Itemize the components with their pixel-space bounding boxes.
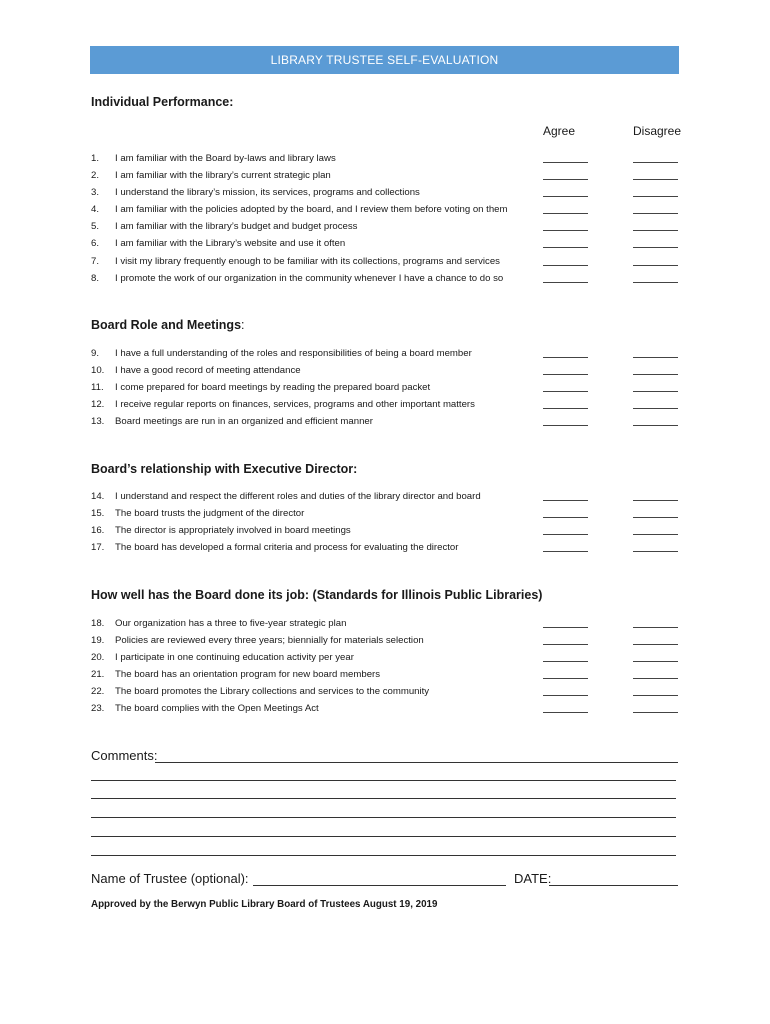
- section-heading-board-role: Board Role and Meetings:: [91, 318, 245, 332]
- agree-blank[interactable]: [543, 644, 588, 645]
- disagree-column-header: Disagree: [633, 124, 682, 138]
- evaluation-item: [91, 235, 681, 252]
- evaluation-item: [91, 379, 681, 396]
- evaluation-item: [91, 522, 681, 539]
- item-list: [91, 345, 681, 430]
- item-list: [91, 150, 681, 287]
- form-title: LIBRARY TRUSTEE SELF-EVALUATION: [270, 53, 499, 67]
- evaluation-item: [91, 345, 681, 362]
- agree-blank[interactable]: [543, 282, 588, 283]
- disagree-blank[interactable]: [633, 644, 678, 645]
- agree-blank[interactable]: [543, 213, 588, 214]
- disagree-blank[interactable]: [633, 678, 678, 679]
- disagree-blank[interactable]: [633, 500, 678, 501]
- evaluation-item: [91, 270, 681, 287]
- item-statement: I promote the work of our organization in the community whenever I have a chance to do so: [115, 272, 504, 284]
- agree-blank[interactable]: [543, 179, 588, 180]
- item-statement: Policies are reviewed every three years; biennially for materials selection: [115, 635, 424, 647]
- comments-line[interactable]: [91, 855, 676, 856]
- item-statement: The board complies with the Open Meetings Act: [115, 703, 319, 715]
- agree-blank[interactable]: [543, 408, 588, 409]
- item-list: [91, 615, 681, 718]
- disagree-blank[interactable]: [633, 374, 678, 375]
- item-statement: I understand the library’s mission, its services, programs and collections: [115, 187, 420, 199]
- approval-note: Approved by the Berwyn Public Library Board of Trustees August 19, 2019: [91, 899, 438, 910]
- item-statement: I receive regular reports on finances, services, programs and other important matters: [115, 399, 475, 411]
- comments-line[interactable]: [91, 780, 676, 781]
- evaluation-item: [91, 666, 681, 683]
- agree-blank[interactable]: [543, 265, 588, 266]
- item-statement: I am familiar with the policies adopted by the board, and I review them before voting on them: [115, 204, 508, 216]
- agree-blank[interactable]: [543, 391, 588, 392]
- comments-line[interactable]: [91, 798, 676, 799]
- disagree-blank[interactable]: [633, 179, 678, 180]
- agree-blank[interactable]: [543, 374, 588, 375]
- evaluation-item: [91, 218, 681, 235]
- evaluation-item: [91, 167, 681, 184]
- disagree-blank[interactable]: [633, 695, 678, 696]
- item-statement: The board has developed a formal criteria and process for evaluating the director: [115, 542, 459, 554]
- item-statement: I visit my library frequently enough to be familiar with its collections, programs and services: [115, 255, 500, 267]
- evaluation-item: [91, 201, 681, 218]
- agree-blank[interactable]: [543, 425, 588, 426]
- item-number: 8.: [91, 272, 100, 284]
- item-number: 3.: [91, 187, 100, 199]
- form-title-banner: [90, 46, 679, 74]
- item-number: 18.: [91, 618, 105, 629]
- item-statement: The board promotes the Library collections and services to the community: [115, 686, 430, 698]
- item-number: 6.: [91, 238, 100, 250]
- item-number: 9.: [91, 348, 100, 359]
- item-number: 21.: [91, 669, 105, 681]
- agree-blank[interactable]: [543, 500, 588, 501]
- agree-blank[interactable]: [543, 162, 588, 163]
- item-number: 23.: [91, 703, 105, 715]
- evaluation-item: [91, 615, 681, 632]
- evaluation-item: [91, 488, 681, 505]
- item-statement: I come prepared for board meetings by reading the prepared board packet: [115, 382, 431, 394]
- item-number: 19.: [91, 635, 105, 647]
- disagree-blank[interactable]: [633, 357, 678, 358]
- section-heading-standards: How well has the Board done its job: (Standards for Illinois Public Libraries): [91, 588, 543, 602]
- agree-blank[interactable]: [543, 661, 588, 662]
- evaluation-item: [91, 413, 681, 430]
- item-number: 17.: [91, 542, 105, 554]
- item-list: [91, 488, 681, 556]
- disagree-blank[interactable]: [633, 534, 678, 535]
- agree-blank[interactable]: [543, 357, 588, 358]
- agree-blank[interactable]: [543, 196, 588, 197]
- disagree-blank[interactable]: [633, 196, 678, 197]
- item-statement: I am familiar with the Library’s website and use it often: [115, 238, 346, 250]
- item-statement: I am familiar with the library’s current strategic plan: [115, 170, 331, 182]
- disagree-blank[interactable]: [633, 265, 678, 266]
- disagree-blank[interactable]: [633, 247, 678, 248]
- agree-blank[interactable]: [543, 551, 588, 552]
- comments-line[interactable]: [91, 817, 676, 818]
- evaluation-item: [91, 683, 681, 700]
- evaluation-item: [91, 539, 681, 556]
- disagree-blank[interactable]: [633, 425, 678, 426]
- item-number: 2.: [91, 170, 100, 182]
- disagree-blank[interactable]: [633, 661, 678, 662]
- item-number: 20.: [91, 652, 105, 664]
- agree-blank[interactable]: [543, 712, 588, 713]
- evaluation-item: [91, 505, 681, 522]
- item-statement: I have a full understanding of the roles and responsibilities of being a board member: [115, 348, 472, 359]
- agree-blank[interactable]: [543, 517, 588, 518]
- item-number: 5.: [91, 221, 100, 233]
- disagree-blank[interactable]: [633, 213, 678, 214]
- evaluation-item: [91, 362, 681, 379]
- item-statement: I participate in one continuing education activity per year: [115, 652, 354, 664]
- item-number: 14.: [91, 491, 105, 502]
- trustee-name-label: Name of Trustee (optional):: [91, 871, 249, 886]
- disagree-blank[interactable]: [633, 391, 678, 392]
- trustee-name-field[interactable]: [253, 885, 506, 886]
- item-number: 22.: [91, 686, 105, 698]
- evaluation-item: [91, 253, 681, 270]
- agree-blank[interactable]: [543, 247, 588, 248]
- agree-blank[interactable]: [543, 534, 588, 535]
- comments-label: Comments:: [91, 748, 158, 763]
- evaluation-item: [91, 150, 681, 167]
- item-statement: Our organization has a three to five-year strategic plan: [115, 618, 347, 629]
- evaluation-item: [91, 396, 681, 413]
- comments-line[interactable]: [91, 836, 676, 837]
- section-heading-individual-performance: Individual Performance:: [91, 95, 234, 109]
- item-number: 7.: [91, 255, 100, 267]
- evaluation-item: [91, 700, 681, 717]
- item-number: 11.: [91, 382, 104, 394]
- date-label: DATE:: [514, 871, 552, 886]
- disagree-blank[interactable]: [633, 517, 678, 518]
- evaluation-item: [91, 632, 681, 649]
- item-statement: Board meetings are run in an organized and efficient manner: [115, 416, 373, 428]
- item-statement: The board trusts the judgment of the director: [115, 508, 305, 520]
- agree-blank[interactable]: [543, 695, 588, 696]
- item-statement: I have a good record of meeting attendance: [115, 365, 301, 377]
- disagree-blank[interactable]: [633, 230, 678, 231]
- item-number: 13.: [91, 416, 105, 428]
- item-statement: The board has an orientation program for new board members: [115, 669, 381, 681]
- item-number: 16.: [91, 525, 105, 537]
- item-statement: I am familiar with the Board by-laws and library laws: [115, 153, 336, 164]
- evaluation-item: [91, 649, 681, 666]
- agree-blank[interactable]: [543, 627, 588, 628]
- item-number: 1.: [91, 153, 100, 164]
- agree-blank[interactable]: [543, 678, 588, 679]
- disagree-blank[interactable]: [633, 162, 678, 163]
- item-statement: I am familiar with the library’s budget and budget process: [115, 221, 358, 233]
- item-number: 15.: [91, 508, 105, 520]
- disagree-blank[interactable]: [633, 551, 678, 552]
- item-number: 12.: [91, 399, 105, 411]
- disagree-blank[interactable]: [633, 282, 678, 283]
- item-statement: I understand and respect the different roles and duties of the library director and board: [115, 491, 481, 502]
- item-number: 10.: [91, 365, 105, 377]
- item-statement: The director is appropriately involved in board meetings: [115, 525, 351, 537]
- item-number: 4.: [91, 204, 100, 216]
- disagree-blank[interactable]: [633, 408, 678, 409]
- date-field[interactable]: [549, 885, 678, 886]
- evaluation-item: [91, 184, 681, 201]
- comments-line[interactable]: [155, 762, 678, 763]
- section-heading-executive-director: Board’s relationship with Executive Director:: [91, 462, 358, 476]
- disagree-blank[interactable]: [633, 712, 678, 713]
- disagree-blank[interactable]: [633, 627, 678, 628]
- agree-column-header: Agree: [543, 124, 576, 138]
- agree-blank[interactable]: [543, 230, 588, 231]
